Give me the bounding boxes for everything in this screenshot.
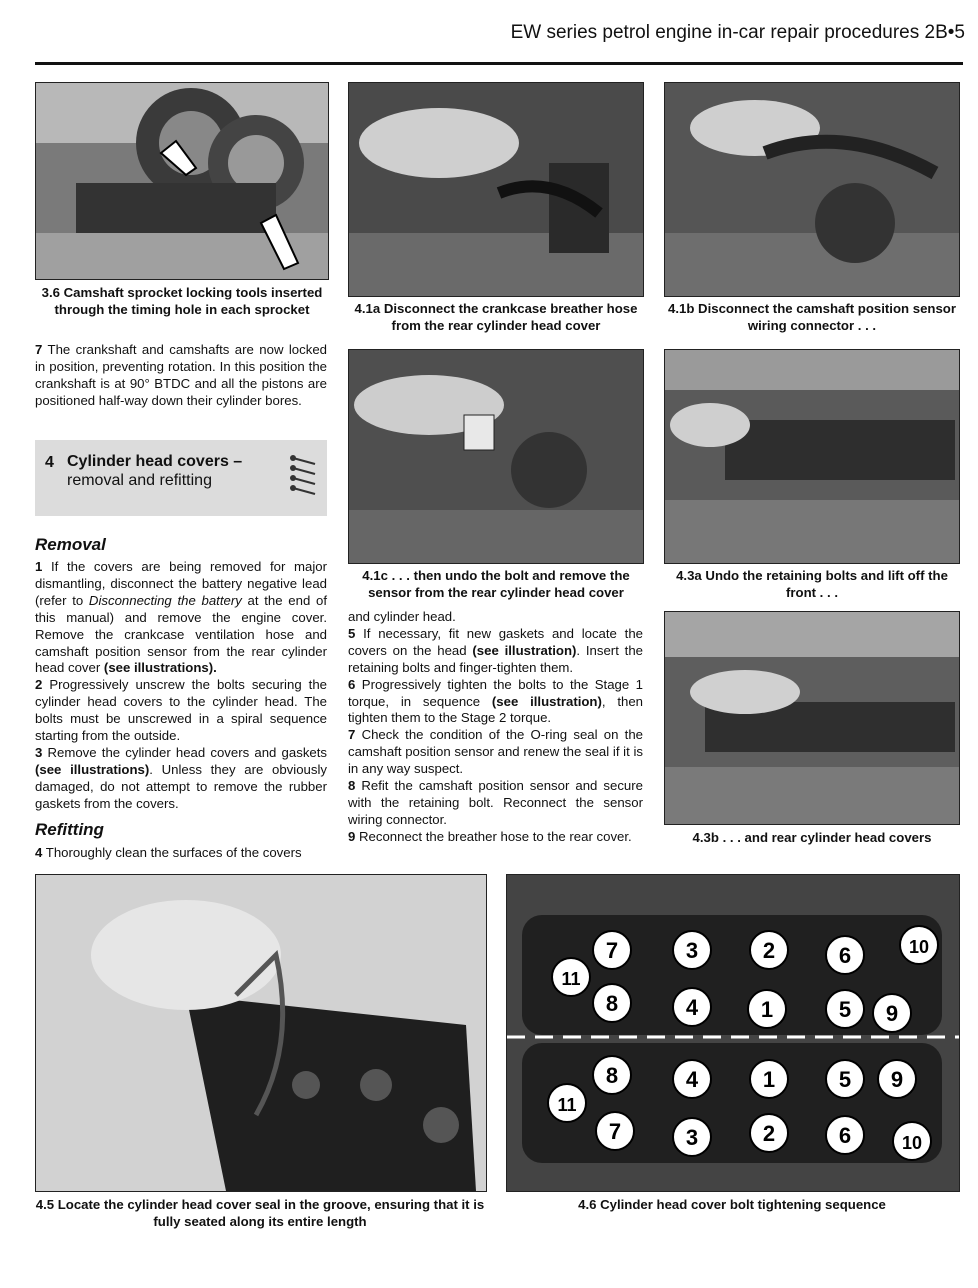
bolt-number: 9	[890, 1067, 904, 1092]
bolt-number: 10	[901, 1133, 923, 1153]
bolt-number: 8	[605, 1063, 619, 1088]
paragraph-7: 7 The crankshaft and camshafts are now locked in position, preventing rotation. In this position the crankshaft is at 90° BTDC and all the pistons are positioned half-way down their cylinder bores.	[35, 342, 327, 408]
refitting-heading: Refitting	[35, 820, 104, 839]
caption-4-5: 4.5 Locate the cylinder head cover seal in the groove, ensuring that it is fully seated along its entire length	[35, 1197, 485, 1229]
bolt-number: 9	[885, 1001, 899, 1026]
caption-4-1b: 4.1b Disconnect the camshaft position sensor wiring connector . . .	[668, 301, 956, 333]
photo-4-3b	[664, 611, 960, 825]
caption-4-3b: 4.3b . . . and rear cylinder head covers	[692, 830, 932, 845]
section-number: 4	[45, 454, 54, 471]
refit-paragraph-4: 4 Thoroughly clean the surfaces of the covers	[35, 845, 302, 860]
bolt-number: 6	[838, 1123, 852, 1148]
caption-4-1c: 4.1c . . . then undo the bolt and remove the sensor from the rear cylinder head cover	[362, 568, 630, 600]
bolt-number: 2	[762, 938, 776, 963]
header-rule	[35, 62, 963, 65]
bolt-number: 5	[838, 997, 852, 1022]
refit-paragraphs: and cylinder head. 5 If necessary, fit new gaskets and locate the covers on the head (see illustration). Insert the retaining bolts and finger-tighten them. 6 Progressively tighten the bolts to the Stage 1 torque, in sequence (see illustration), then tighten them to the Stage 2 torque. 7 Check the condition of the O-ring seal on the camshaft position sensor and renew the seal if it is in any way suspect. 8 Refit the camshaft position sensor and secure with the retaining bolt. Reconnect the sensor wiring connector. 9 Reconnect the breather hose to the rear cover.	[348, 609, 643, 844]
section-heading-box	[35, 440, 327, 516]
bolt-number: 11	[561, 969, 581, 989]
section-title: Cylinder head covers –	[67, 453, 243, 470]
removal-paragraphs: 1 If the covers are being removed for major dismantling, disconnect the battery negative lead (refer to Disconnecting the battery at the end of this manual) and remove the engine cover. Remove the crankcase ventilation hose and camshaft position sensor from the rear cylinder head cover (see illustrations). 2 Progressively unscrew the bolts securing the cylinder head covers to the cylinder head. The bolts must be unscrewed in a spiral sequence starting from the outside. 3 Remove the cylinder head covers and gaskets (see illustrations). Unless they are obviously damaged, do not attempt to remove the rubber gaskets from the covers.	[35, 559, 327, 811]
running-header: EW series petrol engine in-car repair procedures 2B•5	[510, 22, 965, 43]
photo-4-6	[506, 874, 960, 1192]
bolt-number: 3	[685, 938, 699, 963]
bolt-number: 1	[760, 997, 774, 1022]
bolt-number: 11	[557, 1095, 577, 1115]
section-subtitle: removal and refitting	[67, 472, 212, 489]
bolt-number: 4	[685, 995, 699, 1020]
bolt-number: 6	[838, 943, 852, 968]
caption-4-1a: 4.1a Disconnect the crankcase breather hose from the rear cylinder head cover	[354, 301, 638, 333]
bolt-number: 2	[762, 1121, 776, 1146]
bolt-number: 4	[685, 1067, 699, 1092]
bolt-number: 10	[908, 937, 930, 957]
bolt-number: 8	[605, 991, 619, 1016]
caption-4-3a: 4.3a Undo the retaining bolts and lift off the front . . .	[676, 568, 948, 600]
photo-4-3a	[664, 349, 960, 564]
bolt-number: 5	[838, 1067, 852, 1092]
photo-4-1b	[664, 82, 960, 297]
bolt-number: 1	[762, 1067, 776, 1092]
caption-4-6: 4.6 Cylinder head cover bolt tightening sequence	[578, 1197, 886, 1212]
photo-4-1c	[348, 349, 644, 564]
photo-4-5	[35, 874, 487, 1192]
photo-3-6	[35, 82, 329, 280]
bolt-number: 7	[608, 1119, 622, 1144]
caption-3-6: 3.6 Camshaft sprocket locking tools inserted through the timing hole in each sprocket	[41, 285, 323, 317]
bolt-number: 3	[685, 1125, 699, 1150]
removal-heading: Removal	[35, 535, 106, 554]
photo-4-1a	[348, 82, 644, 297]
spanner-icon	[287, 450, 321, 506]
bolt-number: 7	[605, 938, 619, 963]
